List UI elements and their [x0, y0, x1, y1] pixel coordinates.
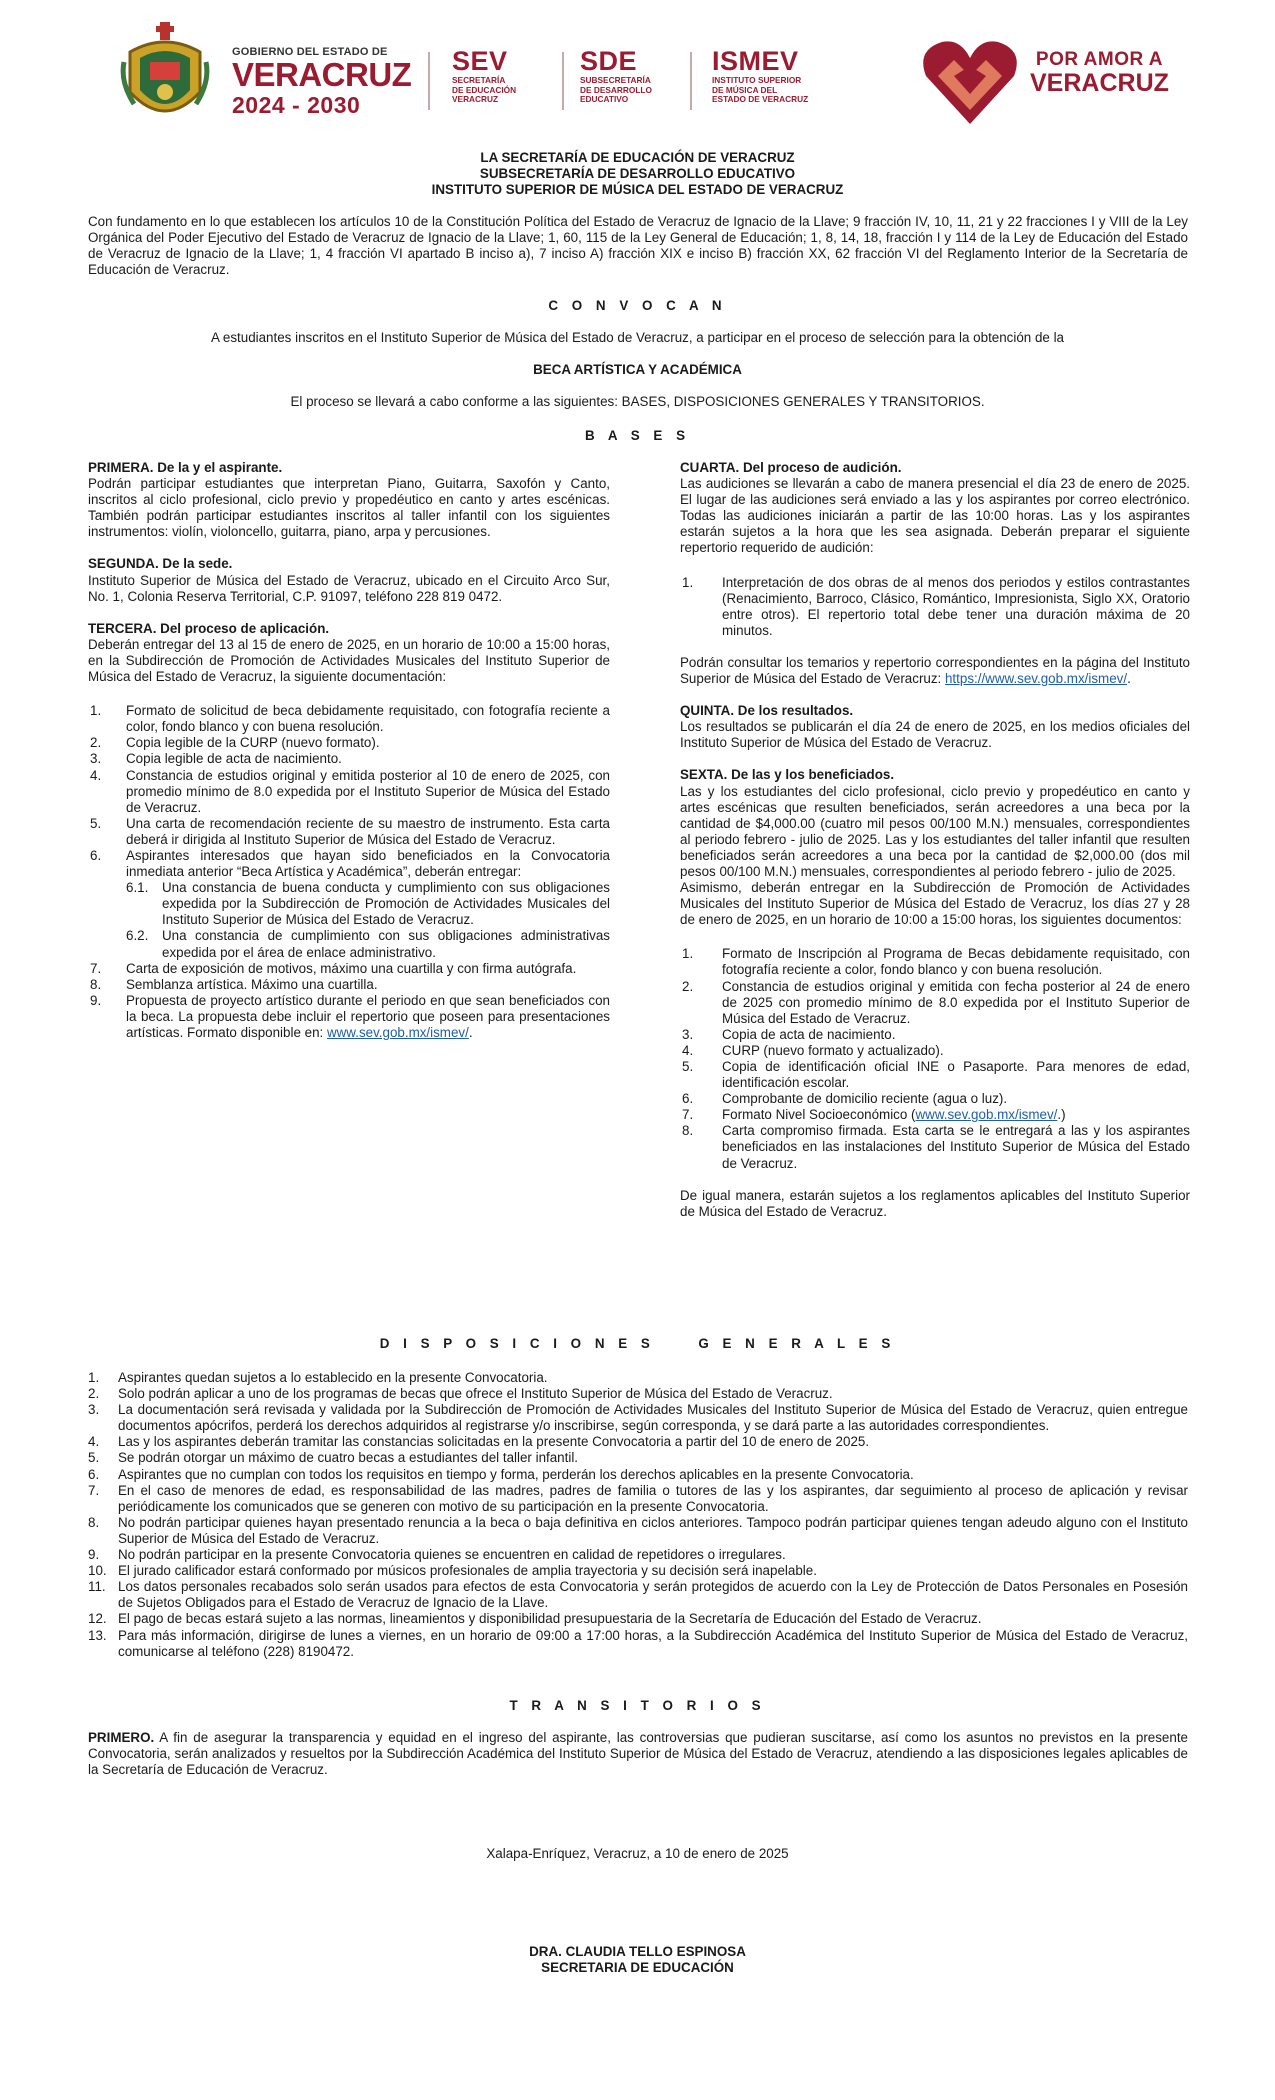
list-item: 1. Formato de Inscripción al Programa de Becas debidamente requisitado, con fotografía reciente a color, fondo blanco y con buena resolución. [682, 946, 1190, 978]
gob-years: 2024 - 2030 [232, 92, 361, 118]
segunda-heading: SEGUNDA. De la sede. [88, 556, 233, 572]
ismev-subtitle: INSTITUTO SUPERIOR DE MÚSICA DEL ESTADO DE VERACRUZ [712, 75, 809, 104]
sexta-heading: SEXTA. De las y los beneficiados. [680, 767, 895, 783]
sexta-text: Las y los estudiantes del ciclo profesional, ciclo previo y propedéutico en canto y artes escénicas que resulten beneficiados, serán acreedores a una beca por la cantidad de $4,000.00 (cuatro mil pesos 00/100 M.N.) mensuales, correspondientes al periodo febrero - julio de 2025. Las y los estudiantes del taller infantil que resulten beneficiados serán acreedores a una beca por la cantidad de $2,000.00 (dos mil pesos 00/100 M.N.) mensuales, correspondientes al periodo febrero - julio de 2025. [680, 783, 1190, 879]
socioeconomic-format-link[interactable]: www.sev.gob.mx/ismev/ [915, 1107, 1058, 1123]
signatory-role: SECRETARIA DE EDUCACIÓN [541, 1960, 734, 1976]
list-item: 6. Comprobante de domicilio reciente (agua o luz). [682, 1091, 1008, 1107]
sde-logo [580, 46, 652, 105]
sexta-doc-list [680, 946, 1190, 1171]
primero-label: PRIMERO. [88, 1730, 155, 1745]
list-item: 12. El pago de becas estará sujeto a las normas, lineamientos y disponibilidad presupuestaria de la Secretaría de Educación del Estado de Veracruz. [88, 1611, 982, 1627]
primera-heading: PRIMERA. De la y el aspirante. [88, 460, 283, 475]
title-line3: INSTITUTO SUPERIOR DE MÚSICA DEL ESTADO DE VERACRUZ [431, 182, 844, 198]
ismev-name: ISMEV [712, 46, 799, 76]
sub-list-item: 6.1. Una constancia de buena conducta y cumplimiento con sus obligaciones expedida por la Subdirección de Promoción de Actividades Musicales del Instituto Superior de Música del Estado de Veracruz. [126, 880, 610, 928]
sub-list [126, 880, 610, 960]
gob-state: VERACRUZ [232, 56, 412, 93]
proceso-text: El proceso se llevará a cabo conforme a las siguientes: BASES, DISPOSICIONES GENERALES Y TRANSITORIOS. [290, 394, 985, 409]
beca-title: BECA ARTÍSTICA Y ACADÉMICA [533, 362, 742, 377]
list-item: 7. Carta de exposición de motivos, máximo una cuartilla y con firma autógrafa. [90, 960, 577, 976]
list-item: 2. Copia legible de la CURP (nuevo formato). [90, 735, 380, 751]
convocan-text: A estudiantes inscritos en el Instituto Superior de Música del Estado de Veracruz, a participar en el proceso de selección para la obtención de la [210, 330, 1065, 345]
cuarta-section [680, 460, 1190, 687]
primero-text: A fin de asegurar la transparencia y equidad en el ingreso del aspirante, las controversias que pudieran suscitarse, así como los asuntos no previstos en la presente Convocatoria, serán analizados y resueltos por la Subdirección Académica del Instituto Superior de Música del Estado de Veracruz, atendiendo a las disposiciones legales aplicables de la Secretaría de Educación de Veracruz. [88, 1730, 1188, 1778]
intro-paragraph: Con fundamento en lo que establecen los artículos 10 de la Constitución Política del Estado de Veracruz de Ignacio de la Llave; 9 fracción IV, 10, 11, 21 y 22 fracciones I y VIII de la Ley Orgánica del Poder Ejecutivo del Estado de Veracruz de Ignacio de la Llave; 1, 60, 115 de la Ley General de Educación; 1, 8, 14, 18, fracción I y 114 de la Ley de Educación del Estado de Veracruz de Ignacio de la Llave; 1, 4 fracción VI apartado B inciso a), 7 inciso A) fracción XIX e inciso B) fracción XX, 62 fracción VI del Reglamento Interior de la Secretaría de Educación de Veracruz. [88, 214, 1188, 278]
header-divider [562, 52, 564, 110]
sde-name: SDE [580, 46, 638, 76]
list-item: 6. Aspirantes que no cumplan con todos los requisitos en tiempo y forma, perderán los derechos aplicables en la presente Convocatoria. [88, 1466, 914, 1482]
header-divider [690, 52, 692, 110]
bases-left-column [88, 460, 610, 1057]
segunda-section [88, 556, 610, 604]
disposiciones-heading: D I S P O S I C I O N E S G E N E R A L E S [379, 1336, 896, 1351]
list-item: 1. Formato de solicitud de beca debidamente requisitado, con fotografía reciente a color, fondo blanco y con buena resolución. [90, 703, 610, 735]
list-item: 1. Aspirantes quedan sujetos a lo establecido en la presente Convocatoria. [88, 1370, 548, 1385]
list-item: 6. Aspirantes interesados que hayan sido beneficiados en la Convocatoria inmediata anterior “Beca Artística y Académica”, deberán entregar: 6.1. Una constancia de buena conducta y cumplimiento con sus obligaciones expedida por la Subdirección de Promoción de Actividades Musicales del Instituto Superior de Música del Estado de Veracruz. 6.2. Una constancia de cumplimiento con sus obligaciones administrativas expedida por el área de enlace administrativo. [90, 847, 610, 960]
list-item: 3. Copia de acta de nacimiento. [682, 1026, 896, 1042]
title-line1: LA SECRETARÍA DE EDUCACIÓN DE VERACRUZ [480, 150, 795, 165]
tercera-section [88, 621, 610, 1041]
page-header [0, 0, 1275, 140]
veracruz-coat-of-arms-logo [120, 22, 210, 130]
amor-line2: VERACRUZ [1030, 69, 1169, 97]
list-item: 11. Los datos personales recabados solo serán usados para efectos de esta Convocatoria y serán protegidos de acuerdo con la Ley de Protección de Datos Personales en Posesión de Sujetos Obligados para el Estado de Veracruz de Ignacio de la Llave. [88, 1579, 1188, 1611]
list-item: 2. Solo podrán aplicar a uno de los programas de becas que ofrece el Instituto Superior de Música del Estado de Veracruz. [88, 1386, 833, 1402]
sexta-closing: De igual manera, estarán sujetos a los reglamentos aplicables del Instituto Superior de Música del Estado de Veracruz. [680, 1187, 1190, 1219]
sub-list-item: 6.2. Una constancia de cumplimiento con sus obligaciones administrativas expedida por el área de enlace administrativo. [126, 928, 610, 960]
list-item: 3. Copia legible de acta de nacimiento. [90, 751, 342, 767]
primera-text: Podrán participar estudiantes que interpretan Piano, Guitarra, Saxofón y Canto, inscritos al ciclo profesional, ciclo previo y propedéutico en canto y artes escénicas. También podrán participar estudiantes inscritos al taller infantil con los siguientes instrumentos: violín, violoncello, guitarra, piano, arpa y percusiones. [88, 476, 610, 540]
list-item: 4. Las y los aspirantes deberán tramitar las constancias solicitadas en la presente Convocatoria a partir del 10 de enero de 2025. [88, 1434, 870, 1450]
convocan-heading: C O N V O C A N [548, 298, 727, 313]
list-item: 5. Una carta de recomendación reciente de su maestro de instrumento. Esta carta deberá ir dirigida al Instituto Superior de Música del Estado de Veracruz. [90, 815, 610, 847]
list-item: 3. La documentación será revisada y validada por la Subdirección de Promoción de Actividades Musicales del Instituto Superior de Música del Estado de Veracruz, quien entregue documentos apócrifos, perderá los derechos adquiridos al registrarse y/o inscribirse, según corresponda, y se dará parte a las autoridades correspondientes. [88, 1402, 1188, 1434]
place-date: Xalapa-Enríquez, Veracruz, a 10 de enero de 2025 [486, 1846, 789, 1861]
list-item: 13. Para más información, dirigirse de lunes a viernes, en un horario de 09:00 a 17:00 horas, a la Subdirección Académica del Instituto Superior de Música del Estado de Veracruz, comunicarse al teléfono (228) 8190472. [88, 1627, 1188, 1659]
list-item: 8. No podrán participar quienes hayan presentado renuncia a la beca o baja definitiva en ciclos anteriores. Tampoco podrán participar quienes tengan adeudo alguno con el Instituto Superior de Música del Estado de Veracruz. [88, 1514, 1188, 1546]
bases-right-column [680, 460, 1190, 1220]
signatory-name: DRA. CLAUDIA TELLO ESPINOSA [529, 1944, 746, 1959]
list-item: 7. Formato Nivel Socioeconómico (www.sev.gob.mx/ismev/.) [682, 1107, 1066, 1123]
header-divider [428, 52, 430, 110]
tercera-text: Deberán entregar del 13 al 15 de enero de 2025, en un horario de 10:00 a 15:00 horas, en la Subdirección de Promoción de Actividades Musicales del Instituto Superior de Música del Estado de Veracruz, la siguiente documentación: [88, 636, 610, 685]
cuarta-text: Las audiciones se llevarán a cabo de manera presencial el día 23 de enero de 2025. El lugar de las audiciones será enviado a las y los aspirantes por correo electrónico. Todas las audiciones iniciarán a partir de las 10:00 horas. Las y los aspirantes estarán sujetos a la hora que les sea asignada. Deberán preparar el siguiente repertorio requerido de audición: [680, 476, 1190, 556]
quinta-section [680, 703, 1190, 751]
tercera-doc-list [88, 703, 610, 1041]
list-item: 2. Constancia de estudios original y emitida con fecha posterior al 24 de enero de 2025 con promedio mínimo de 8.0 expedida por el Instituto Superior de Música del Estado de Veracruz. [682, 978, 1190, 1026]
cuarta-list [680, 575, 1190, 639]
disposiciones-list [88, 1370, 1188, 1660]
list-item: 1. Interpretación de dos obras de al menos dos periodos y estilos contrastantes (Renacimiento, Barroco, Clásico, Romántico, Impresionista, Siglo XX, Oratorio entre otros). El repertorio total debe tener una duración máxima de 20 minutos. [682, 574, 1190, 638]
list-item: 8. Semblanza artística. Máximo una cuartilla. [90, 976, 378, 992]
sexta-text-2: Asimismo, deberán entregar en la Subdirección de Promoción de Actividades Musicales del Instituto Superior de Música del Estado de Veracruz, los días 27 y 28 de enero de 2025, en un horario de 10:00 a 15:00 horas, los siguientes documentos: [680, 880, 1190, 928]
sde-subtitle: SUBSECRETARÍA DE DESARROLLO EDUCATIVO [580, 75, 652, 104]
document-title [0, 150, 1275, 198]
list-item: 7. En el caso de menores de edad, es responsabilidad de las madres, padres de familia o tutores de las y los aspirantes, dar seguimiento al proceso de aplicación y revisar periódicamente los comunicados que se generen con motivo de su participación en la presente Convocatoria. [88, 1482, 1188, 1514]
signature-block [0, 1944, 1275, 1976]
quinta-heading: QUINTA. De los resultados. [680, 703, 854, 719]
sev-name: SEV [452, 46, 508, 76]
sexta-section [680, 767, 1190, 1219]
primera-section [88, 460, 610, 540]
transitorios-heading: T R A N S I T O R I O S [509, 1698, 766, 1713]
list-item: 9. Propuesta de proyecto artístico durante el periodo en que sean beneficiados con la beca. La propuesta debe incluir el repertorio que poseen para presentaciones artísticas. Formato disponible en: www.sev.gob.mx/ismev/. [90, 992, 610, 1040]
list-item: 5. Copia de identificación oficial INE o Pasaporte. Para menores de edad, identificación escolar. [682, 1059, 1190, 1091]
por-amor-heart-logo [920, 36, 1020, 126]
segunda-text: Instituto Superior de Música del Estado de Veracruz, ubicado en el Circuito Arco Sur, No. 1, Colonia Reserva Territorial, C.P. 91097, teléfono 228 819 0472. [88, 572, 610, 604]
ismev-logo [712, 46, 808, 105]
list-item: 5. Se podrán otorgar un máximo de cuatro becas a estudiantes del taller infantil. [88, 1450, 579, 1466]
sev-subtitle: SECRETARÍA DE EDUCACIÓN VERACRUZ [452, 75, 517, 104]
list-item: 10. El jurado calificador estará conformado por músicos profesionales de amplia trayectoria y su decisión será inapelable. [88, 1563, 817, 1579]
transitorios-primero [88, 1730, 1188, 1778]
gob-line: GOBIERNO DEL ESTADO DE [232, 46, 388, 58]
cuarta-heading: CUARTA. Del proceso de audición. [680, 460, 902, 475]
list-item: 9. No podrán participar en la presente Convocatoria quienes se encuentren en calidad de repetidores o irregulares. [88, 1547, 786, 1563]
tercera-heading: TERCERA. Del proceso de aplicación. [88, 620, 330, 636]
ismev-website-link[interactable]: https://www.sev.gob.mx/ismev/ [944, 671, 1128, 687]
government-wordmark [232, 46, 412, 118]
amor-line1: POR AMOR A [1035, 49, 1163, 70]
list-item: 4. CURP (nuevo formato y actualizado). [682, 1042, 944, 1058]
por-amor-wordmark [1030, 50, 1169, 97]
ismev-format-link[interactable]: www.sev.gob.mx/ismev/ [326, 1025, 469, 1040]
list-item: 8. Carta compromiso firmada. Esta carta se le entregará a las y los aspirantes beneficiados en las instalaciones del Instituto Superior de Música del Estado de Veracruz. [682, 1123, 1190, 1171]
sev-logo [452, 46, 516, 105]
list-item: 4. Constancia de estudios original y emitida posterior al 10 de enero de 2025, con promedio mínimo de 8.0 expedida por el Instituto Superior de Música del Estado de Veracruz. [90, 767, 610, 815]
cuarta-consult: Podrán consultar los temarios y repertorio correspondientes en la página del Instituto Superior de Música del Estado de Veracruz: https://www.sev.gob.mx/ismev/. [680, 654, 1190, 687]
title-line2: SUBSECRETARÍA DE DESARROLLO EDUCATIVO [479, 166, 796, 182]
bases-heading: B A S E S [584, 428, 691, 443]
quinta-text: Los resultados se publicarán el día 24 de enero de 2025, en los medios oficiales del Instituto Superior de Música del Estado de Veracruz. [680, 719, 1190, 751]
